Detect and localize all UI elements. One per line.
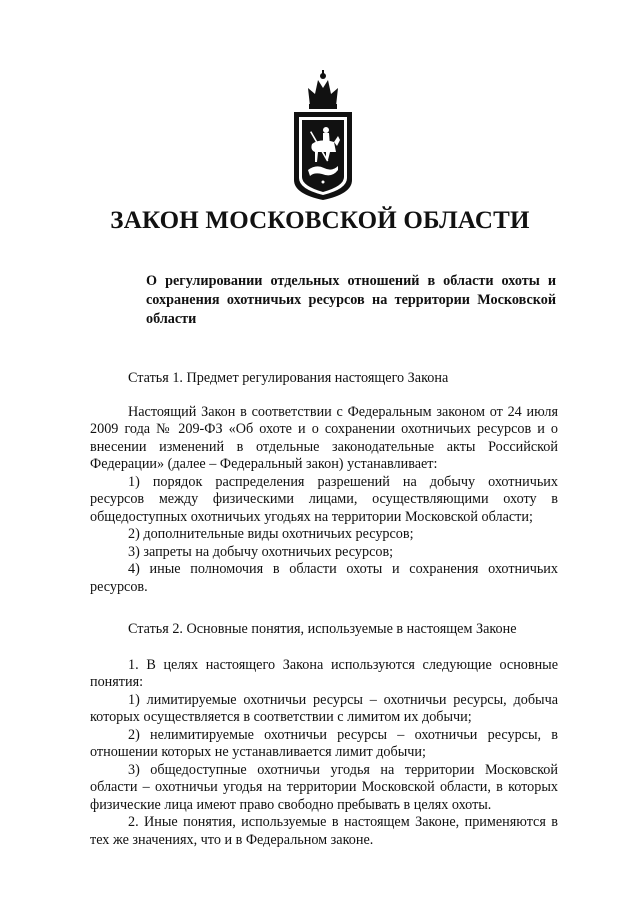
- article-1-item: 1) порядок распределения разрешений на добычу охотничьих ресурсов между физическими лицами, осуществляющими охоту в общедоступных охотничьих угодьях на территории Московской области;: [90, 473, 558, 525]
- article-1-item: 4) иные полномочия в области охоты и сохранения охотничьих ресурсов.: [90, 561, 558, 595]
- article-2-item: 1) лимитируемые охотничьи ресурсы – охотничьи ресурсы, добыча которых осуществляется в соответствии с лимитом их добычи;: [90, 691, 558, 725]
- article-2-heading: Статья 2. Основные понятия, используемые в настоящем Законе: [128, 621, 517, 637]
- law-subtitle: О регулировании отдельных отношений в области охоты и сохранения охотничьих ресурсов на территории Московской области: [146, 273, 556, 327]
- article-1-item: 3) запреты на добычу охотничьих ресурсов;: [128, 543, 394, 560]
- moscow-oblast-coat-of-arms-icon: [290, 70, 356, 202]
- law-title: ЗАКОН МОСКОВСКОЙ ОБЛАСТИ: [110, 207, 530, 234]
- coat-of-arms-emblem: [290, 70, 356, 202]
- article-2-intro: 1. В целях настоящего Закона используются следующие основные понятия:: [90, 656, 558, 690]
- article-1-intro: Настоящий Закон в соответствии с Федеральным законом от 24 июля 2009 года № 209-ФЗ «Об охоте и о сохранении охотничьих ресурсов и о внесении изменений в отдельные законодательные акты Российской Федерации» (далее – Федеральный закон) устанавливает:: [90, 403, 558, 472]
- law-body: [90, 370, 558, 849]
- article-2-point-2: 2. Иные понятия, используемые в настоящем Законе, применяются в тех же значениях, что и в Федеральном законе.: [90, 814, 558, 848]
- article-1-item: 2) дополнительные виды охотничьих ресурсов;: [128, 526, 414, 542]
- article-2-item: 3) общедоступные охотничьи угодья на территории Московской области – охотничьи угодья на территории Московской области, в которых физические лица имеют право свободно пребывать в целях охоты.: [90, 761, 558, 813]
- article-2-item: 2) нелимитируемые охотничьи ресурсы – охотничьи ресурсы, в отношении которых не устанавливается лимит добычи;: [90, 726, 558, 760]
- article-1-heading: Статья 1. Предмет регулирования настоящего Закона: [128, 370, 449, 386]
